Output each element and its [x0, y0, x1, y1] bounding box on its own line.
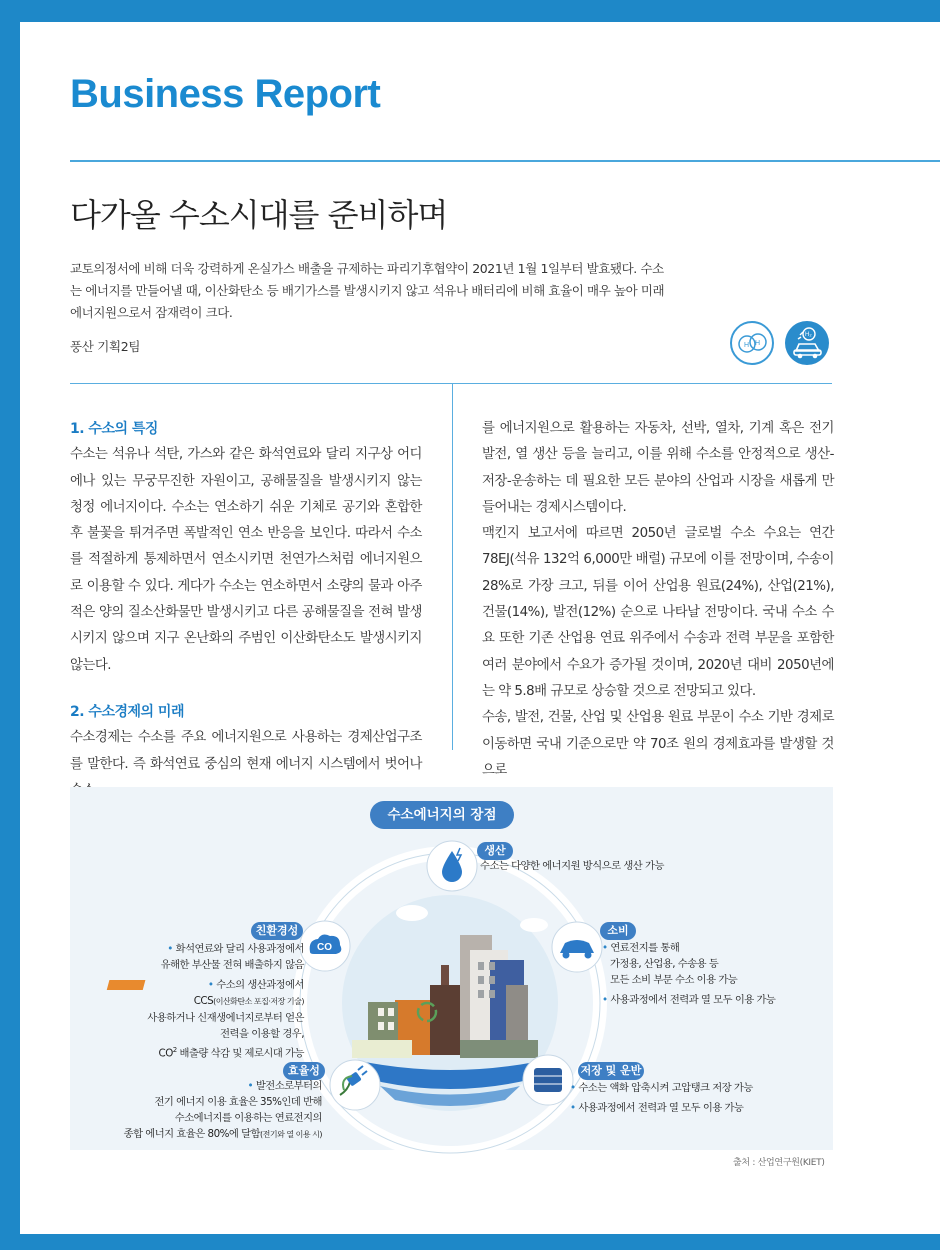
svg-text:H: H — [744, 342, 750, 349]
section-heading-1: 1. 수소의 특징 — [70, 421, 158, 437]
storage-text: • 수소는 액화 압축시켜 고압탱크 저장 가능 • 사용과정에서 전력과 열 모두 이용 가능 — [570, 1082, 753, 1114]
svg-text:H₂: H₂ — [805, 332, 812, 338]
article-lead: 교토의정서에 비해 더욱 강력하게 온실가스 배출을 규제하는 파리기후협약이 2021년 1월 1일부터 발효됐다. 수소는 에너지를 만들어낼 때, 이산화탄소 등 배기가스를 발생시키지 않고 석유나 배터리에 비해 효율이 매우 높아 미래 에너지원으로서 잠재력이 크다. — [70, 261, 665, 320]
article-title: 다가올 수소시대를 준비하며 — [70, 196, 448, 234]
source-credit: 출처 : 산업연구원(KIET) — [733, 1158, 825, 1168]
efficiency-text: • 발전소로부터의 전기 에너지 이용 효율은 35%인데 반해 수소에너지를 이용하는 연료전지의 종합 에너지 효율은 80%에 달함(전기와 열 이용 시) — [123, 1080, 322, 1140]
section-1-body: 수소는 석유나 석탄, 가스와 같은 화석연료와 달리 지구상 어디에나 있는 무궁무진한 자원이고, 공해물질을 발생시키지 않는 청정 에너지이다. 수소는 연소하기 쉬운 기체로 공기와 혼합한 후 불꽃을 튀겨주면 폭발적인 연소 반응을 보인다. 따라서 수소를 적절하게 통제하면서 연소시키면 천연가스처럼 에너지원으로 이용할 수 있다. 게다가 수소는 연소하면서 소량의 물과 아주 적은 양의 질소산화물만 발생시키고 다른 공해물질을 전혀 발생시키지 않으며 지구 온난화의 주범인 이산화탄소도 발생시키지 않는다. — [70, 447, 422, 673]
car-icon — [552, 922, 602, 972]
water-drop-icon — [427, 841, 477, 891]
pill-storage: 저장 및 운반 — [578, 1062, 644, 1080]
right-paragraph-1: 를 에너지원으로 활용하는 자동차, 선박, 열차, 기계 혹은 전기발전, 열 생산 등을 늘리고, 이를 위해 수소를 안정적으로 생산-저장-운송하는 데 필요한 모든 분야의 산업과 시장을 새롭게 만들어내는 경제시스템이다. — [482, 421, 834, 515]
right-paragraph-3: 수송, 발전, 건물, 산업 및 산업용 원료 부문이 수소 기반 경제로 이동하면 국내 기준으로만 약 70조 원의 경제효과를 발생할 것으로 — [482, 710, 834, 778]
svg-text:CO: CO — [317, 942, 332, 953]
plug-icon — [330, 1060, 380, 1110]
pill-consumption: 소비 — [600, 922, 636, 940]
section-heading-2: 2. 수소경제의 미래 — [70, 703, 184, 720]
section-label: Business Report — [70, 72, 381, 116]
pill-eco: 친환경성 — [251, 922, 303, 940]
consumption-text: • 연료전지를 통해 가정용, 산업용, 수송용 등 모든 소비 부문 수소 이용 가능 • 사용과정에서 전력과 열 모두 이용 가능 — [602, 942, 776, 1006]
section-2-body: 수소경제는 수소를 주요 에너지원으로 사용하는 경제산업구조를 말한다. 즉 화석연료 중심의 현재 에너지 시스템에서 벗어나 — [70, 730, 422, 772]
tank-icon — [523, 1055, 573, 1105]
infographic-title: 수소에너지의 장점 — [370, 801, 514, 829]
article-author: 풍산 기획2팀 — [70, 339, 141, 354]
svg-text:H: H — [755, 340, 761, 347]
eco-text: • 화석연료와 달리 사용과정에서 유해한 부산물 전혀 배출하지 않음 • 수소의 생산과정에서 CCS(이산화탄소 포집·저장 기술) 사용하거나 신재생에너지로부터 얻은 전력을 이용할 경우, $CO^2$ 배출량 삭감 및 제로시대 가능 — [147, 943, 304, 1060]
pill-efficiency: 효율성 — [283, 1062, 325, 1080]
pill-production: 생산 — [477, 842, 513, 860]
right-paragraph-2: 맥킨지 보고서에 따르면 2050년 글로벌 수소 수요는 연간 78EJ(석유 132억 6,000만 배럴) 규모에 이를 전망이며, 수송이 28%로 가장 크고, 뒤를 이어 산업용 원료(24%), 산업(21%), 건물(14%), 발전(12%) 순으로 나타날 전망이다. 국내 수소 수요 또한 기존 산업용 연료 위주에서 수송과 전력 부문을 포함한 여러 분야에서 수요가 증가될 것이며, 2020년 대비 2050년에는 약 5.8배 규모로 상승할 것으로 전망되고 있다. — [482, 526, 834, 699]
co2-icon — [300, 921, 350, 971]
production-text: 수소는 다양한 에너지원 방식으로 생산 가능 — [480, 860, 664, 872]
